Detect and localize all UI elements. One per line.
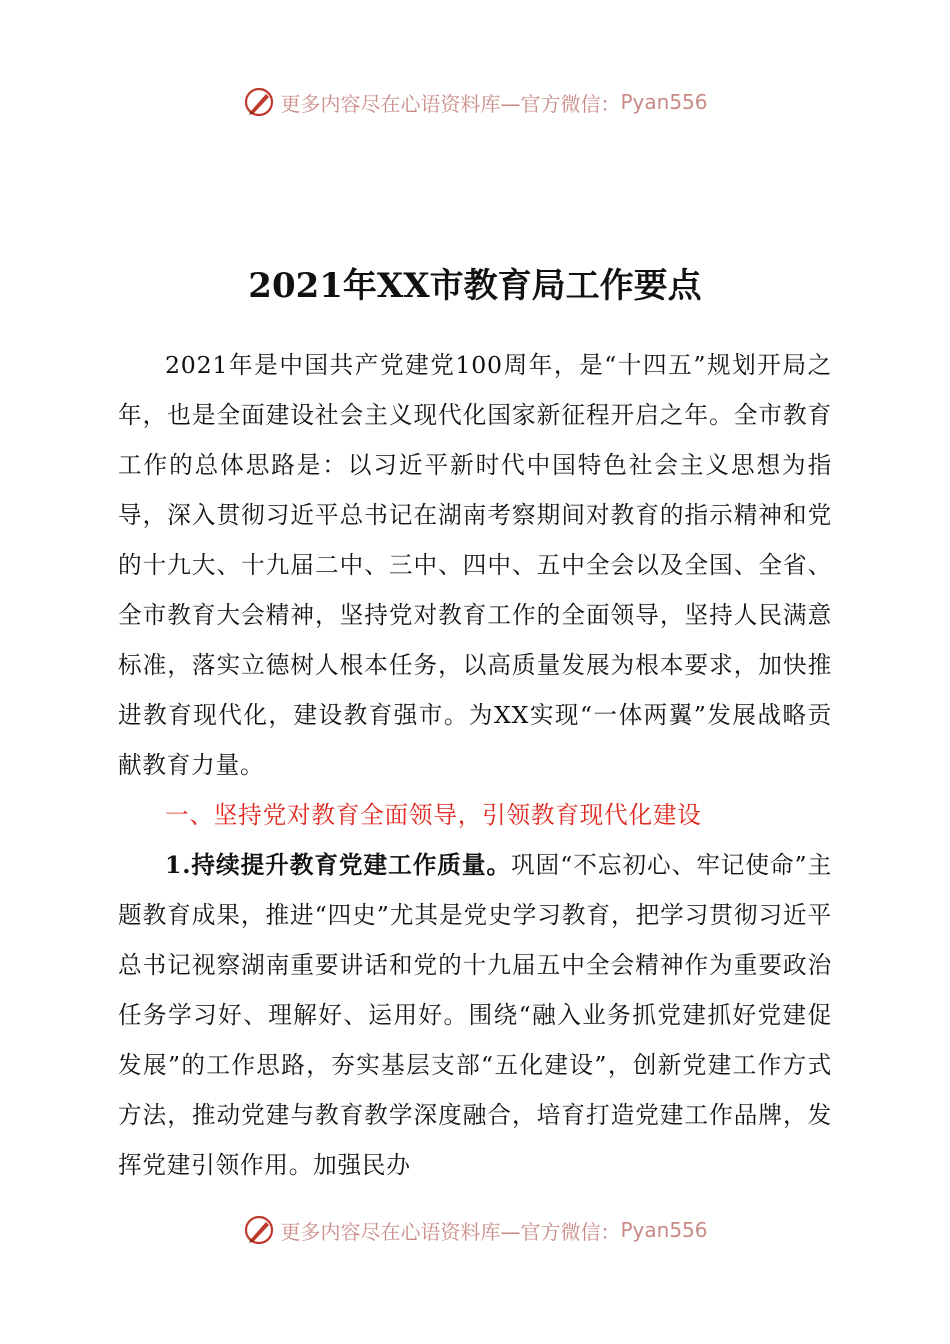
document-title: 2021年XX市教育局工作要点 [248,266,702,306]
item-paragraph-1 [118,840,832,1190]
watermark-text: 更多内容尽在心语资料库—官方微信： [280,91,621,116]
intro-paragraph: 2021年是中国共产党建党100周年，是“十四五”规划开局之年，也是全面建设社会主义现代化国家新征程开启之年。全市教育工作的总体思路是：以习近平新时代中国特色社会主义思想为指导，深入贯彻习近平总书记在湖南考察期间对教育的指示精神和党的十九大、十九届二中、三中、四中、五中全会以及全国、全省、全市教育大会精神，坚持党对教育工作的全面领导，坚持人民满意标准，落实立德树人根本任务，以高质量发展为根本要求，加快推进教育现代化，建设教育强市。为XX实现“一体两翼”发展战略贡献教育力量。 [118,351,832,779]
item-body-1: 巩固“不忘初心、牢记使命”主题教育成果，推进“四史”尤其是党史学习教育，把学习贯彻习近平总书记视察湖南重要讲话和党的十九届五中全会精神作为重要政治任务学习好、理解好、运用好。围绕“融入业务抓党建抓好党建促发展”的工作思路，夯实基层支部“五化建设”，创新党建工作方式方法，推动党建与教育教学深度融合，培育打造党建工作品牌，发挥党建引领作用。加强民办 [118,851,832,1179]
watermark-header [0,82,950,122]
item-lead-1: 1.持续提升教育党建工作质量。 [165,851,512,879]
watermark-handle: Pyan556 [620,90,708,114]
document-body [118,340,832,1190]
watermark-handle: Pyan556 [620,1218,708,1242]
pen-logo-icon [242,1213,276,1247]
section-heading-1: 一、坚持党对教育全面领导，引领教育现代化建设 [165,801,702,829]
watermark-text: 更多内容尽在心语资料库—官方微信： [280,1219,621,1244]
watermark-footer [0,1210,950,1250]
pen-logo-icon [242,85,276,119]
